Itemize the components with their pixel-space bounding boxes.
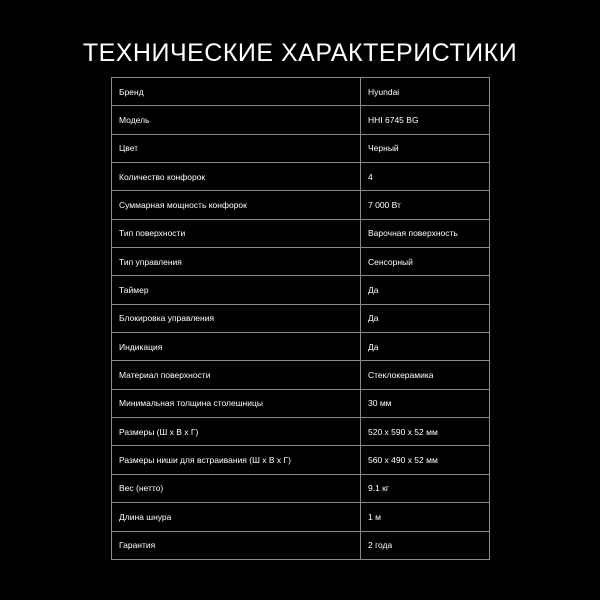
spec-label: Гарантия [112, 531, 361, 559]
spec-value: 560 х 490 х 52 мм [361, 446, 490, 474]
spec-label: Бренд [112, 78, 361, 106]
spec-value: Hyundai [361, 78, 490, 106]
table-row [112, 418, 490, 446]
spec-value: Сенсорный [361, 248, 490, 276]
table-row [112, 106, 490, 134]
spec-value: 2 года [361, 531, 490, 559]
spec-label: Тип поверхности [112, 219, 361, 247]
spec-label: Модель [112, 106, 361, 134]
spec-value: HHI 6745 BG [361, 106, 490, 134]
table-row [112, 333, 490, 361]
spec-label: Размеры ниши для встраивания (Ш х В х Г) [112, 446, 361, 474]
table-row [112, 361, 490, 389]
spec-label: Длина шнура [112, 503, 361, 531]
spec-value: 1 м [361, 503, 490, 531]
spec-value: 4 [361, 163, 490, 191]
spec-label: Размеры (Ш х В х Г) [112, 418, 361, 446]
spec-label: Блокировка управления [112, 304, 361, 332]
table-row [112, 134, 490, 162]
spec-value: Да [361, 276, 490, 304]
spec-value: 9.1 кг [361, 474, 490, 502]
spec-value: Да [361, 333, 490, 361]
table-row [112, 219, 490, 247]
table-row [112, 389, 490, 417]
spec-value: Стеклокерамика [361, 361, 490, 389]
spec-label: Минимальная толщина столешницы [112, 389, 361, 417]
spec-value: 520 х 590 х 52 мм [361, 418, 490, 446]
spec-value: Да [361, 304, 490, 332]
spec-label: Суммарная мощность конфорок [112, 191, 361, 219]
spec-label: Таймер [112, 276, 361, 304]
table-row [112, 503, 490, 531]
spec-label: Вес (нетто) [112, 474, 361, 502]
spec-value: Черный [361, 134, 490, 162]
table-row [112, 248, 490, 276]
spec-label: Цвет [112, 134, 361, 162]
table-row [112, 531, 490, 559]
table-row [112, 474, 490, 502]
spec-value: Варочная поверхность [361, 219, 490, 247]
page-title: ТЕХНИЧЕСКИЕ ХАРАКТЕРИСТИКИ [82, 39, 518, 67]
spec-label: Индикация [112, 333, 361, 361]
spec-label: Тип управления [112, 248, 361, 276]
table-row [112, 304, 490, 332]
table-row [112, 446, 490, 474]
spec-label: Количество конфорок [112, 163, 361, 191]
table-row [112, 191, 490, 219]
spec-value: 7 000 Вт [361, 191, 490, 219]
table-row [112, 276, 490, 304]
table-row [112, 163, 490, 191]
specs-table [111, 77, 490, 560]
spec-label: Материал поверхности [112, 361, 361, 389]
spec-value: 30 мм [361, 389, 490, 417]
table-row [112, 78, 490, 106]
